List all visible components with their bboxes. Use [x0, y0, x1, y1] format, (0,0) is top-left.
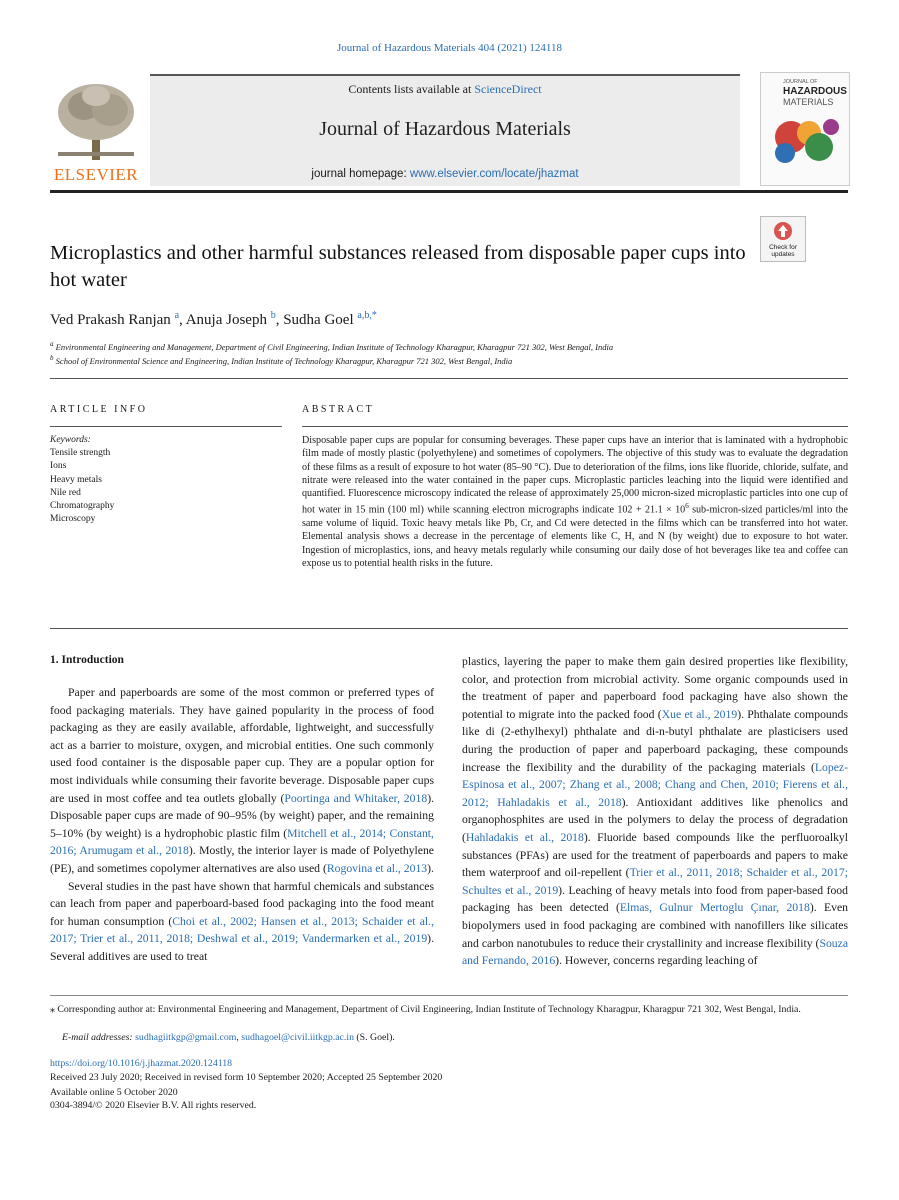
- body-text: Paper and paperboards are some of the most common or preferred types of food packaging materials. They have gained popularity in the process of food packaging as they are easily available, affordable, lightweight, and successfully act as a barrier to moisture, oxygen, and microbial entities. One such commonly used food container is the disposable paper cup. They are a popular option for most individuals while consuming their favorite beverage. Disposable paper cups are used in most coffee and tea outlets globally (: [50, 686, 434, 805]
- body-text: ).: [427, 861, 434, 875]
- body-column-right: [462, 653, 848, 970]
- author-name[interactable]: Ved Prakash Ranjan: [50, 312, 171, 328]
- email-link[interactable]: sudhagiitkgp@gmail.com: [135, 1032, 237, 1043]
- corresponding-author-footnote: ⁎ Corresponding author at: Environmental Engineering and Management, Department of Civil Engineering, Indian Institute of Technology Kharagpur, Kharagpur 721 302, West Bengal, India.: [50, 1004, 801, 1015]
- citation-link[interactable]: Trier et al., 2011, 2018; Schaider et al., 2017; Schultes et al., 2019: [462, 866, 848, 897]
- keyword-item: Heavy metals: [50, 474, 102, 485]
- cover-line-3: MATERIALS: [783, 97, 834, 107]
- body-text: plastics, layering the paper to make them gain desired properties like flexibility, color, and protection from microbial activity. Some organic compounds used in the treatment of paper and paperboard food packaging have also shown the potential to migrate into the packed food (: [462, 655, 848, 721]
- author-list: Ved Prakash Ranjan $^a$, Anuja Joseph $^b$, Sudha Goel $^{a,b,*}$: [50, 310, 377, 328]
- paper-title: Microplastics and other harmful substances released from disposable paper cups into hot water: [50, 242, 746, 291]
- citation-link[interactable]: Elmas, Gulnur Mertoglu Çınar, 2018: [619, 901, 810, 915]
- affiliation-b-text: School of Environmental Science and Engineering, Indian Institute of Technology Kharagpur, Kharagpur 721 302, West Bengal, India: [55, 355, 513, 366]
- doi-link[interactable]: https://doi.org/10.1016/j.jhazmat.2020.124118: [50, 1058, 233, 1069]
- affiliation-a-text: Environmental Engineering and Management, Department of Civil Engineering, Indian Institute of Technology Kharagpur, Kharagpur 721 302, West Bengal, India: [55, 341, 614, 352]
- journal-title: Journal of Hazardous Materials: [319, 118, 571, 140]
- check-updates-line-1: Check for: [769, 244, 797, 251]
- sciencedirect-link[interactable]: ScienceDirect: [474, 82, 542, 96]
- author-name[interactable]: Anuja Joseph: [185, 312, 267, 328]
- cover-artwork: [761, 107, 849, 167]
- body-column-left: [50, 684, 434, 966]
- body-text: Several studies in the past have shown that harmful chemicals and substances can leach from paper and paperboard-based food packaging into the food meant for human consumption (: [50, 879, 434, 928]
- body-text: ). However, concerns regarding leaching of: [555, 954, 758, 968]
- author-affil-marker[interactable]: a: [174, 310, 180, 321]
- citation-link[interactable]: Poortinga and Whitaker, 2018: [284, 791, 428, 805]
- abstract-rule: [302, 426, 848, 427]
- abstract-heading: ABSTRACT: [302, 404, 375, 415]
- email-link[interactable]: sudhagoel@civil.iitkgp.ac.in: [241, 1032, 354, 1043]
- check-updates-line-2: updates: [771, 251, 795, 258]
- keyword-item: Nile red: [50, 487, 81, 498]
- keyword-item: Ions: [50, 461, 67, 472]
- homepage-link[interactable]: www.elsevier.com/locate/jhazmat: [409, 168, 579, 180]
- body-text: ). Leaching of heavy metals into food from paper-based food packaging has been detected (: [462, 883, 848, 915]
- keyword-item: Tensile strength: [50, 448, 111, 459]
- abstract-exponent: 6: [685, 502, 689, 511]
- email-label: E-mail addresses:: [62, 1032, 136, 1043]
- header-rule: [50, 190, 848, 193]
- check-for-updates-button[interactable]: [760, 216, 806, 262]
- body-text: ). Mostly, the interior layer is made of Polyethylene (PE), and sometimes copolymer alternatives are also used (: [50, 844, 434, 875]
- check-updates-icon: [771, 220, 795, 242]
- cover-line-1: JOURNAL OF: [783, 79, 818, 85]
- body-text: ). Several additives are used to treat: [50, 932, 434, 963]
- citation-link[interactable]: Mitchell et al., 2014; Constant, 2016; Arumugam et al., 2018: [50, 826, 434, 858]
- body-paragraph: [50, 878, 434, 966]
- section-rule: [50, 628, 848, 629]
- body-text: ). Disposable paper cups are made of 90–95% (by weight) paper, and the remaining 5–10% (by weight) is a hydrophobic plastic film (: [50, 791, 435, 840]
- citation-link[interactable]: Lopez-Espinosa et al., 2007; Zhang et al., 2008; Chang and Chen, 2010; Fierens et al., 2012; Hahladakis et al., 2018: [462, 760, 848, 809]
- body-paragraph: [50, 684, 434, 878]
- journal-citation-link[interactable]: Journal of Hazardous Materials 404 (2021) 124118: [336, 42, 563, 54]
- email-separator: ,: [236, 1032, 242, 1043]
- journal-cover-image: [760, 72, 850, 186]
- contents-prefix: Contents lists available at: [348, 82, 475, 96]
- citation-link[interactable]: Rogovina et al., 2013: [326, 861, 428, 875]
- section-rule: [50, 378, 848, 379]
- abstract-part-2: sub-micron-sized particles/ml into the same volume of liquid. Toxic heavy metals like Pb, Cr, and Cd were detected in the films which can be transferred into hot water. Elemental analysis shows a decrease in the percentage of elements like C, H, and N (by weight) due to exposure to hot water. Ingestion of microplastics, ions, and heavy metals regularly while consuming our daily dose of hot beverages like tea and coffee can expose us to potential health risks in the future.: [302, 504, 848, 570]
- author-affil-marker[interactable]: a,b,*: [357, 310, 377, 321]
- body-text: ). Antioxidant additives like phenolics and organophosphites are used in the polymers to delay the process of degradation (: [462, 795, 848, 844]
- author-affil-marker[interactable]: b: [270, 310, 276, 321]
- body-text: ). Fluoride based compounds like the perfluoroalkyl substances (PFAs) are used for the treatment of paperboards and papers to make them waterproof and oil-repellent (: [462, 830, 848, 880]
- affiliation-b: $^b$ School of Environmental Science and Engineering, Indian Institute of Technology Kharagpur, Kharagpur 721 302, West Bengal, India: [50, 354, 513, 366]
- body-text: ). Phthalate compounds like di (2-ethylhexyl) phthalate and di-n-butyl phthalate are plasticisers used during the production of paper and paperboard packaging, these compounds increase the flexibility and the durability of the packaging materials (: [462, 707, 848, 774]
- available-online: Available online 5 October 2020: [50, 1087, 178, 1098]
- author-name[interactable]: Sudha Goel: [283, 312, 354, 328]
- body-paragraph: [462, 653, 848, 970]
- copyright-notice: 0304-3894/© 2020 Elsevier B.V. All rights reserved.: [50, 1100, 257, 1111]
- elsevier-tree-logo: [54, 82, 138, 162]
- cover-line-2: HAZARDOUS: [783, 86, 847, 97]
- body-text: ). Even biopolymers used in food packaging are combined with nanofillers like silicates and carbon nanotubules to reduce their crystallinity and increase flexibility (: [462, 901, 849, 950]
- citation-link[interactable]: Choi et al., 2002; Hansen et al., 2013; Schaider et al., 2017; Trier et al., 2011, 2018; Deshwal et al., 2019; Vandermarken et al., 2019: [50, 914, 434, 946]
- section-heading-introduction: 1. Introduction: [50, 654, 124, 666]
- citation-link[interactable]: Hahladakis et al., 2018: [465, 830, 584, 844]
- email-suffix: (S. Goel).: [353, 1032, 395, 1043]
- affiliation-a: $^a$ Environmental Engineering and Management, Department of Civil Engineering, Indian Institute of Technology Kharagpur, Kharagpur 721 302, West Bengal, India: [50, 340, 614, 352]
- footnote-rule: [50, 995, 848, 996]
- keyword-item: Microscopy: [50, 514, 96, 525]
- abstract-text: [302, 434, 848, 570]
- email-line: [62, 1032, 395, 1043]
- elsevier-wordmark: ELSEVIER: [53, 165, 139, 184]
- citation-link[interactable]: Xue et al., 2019: [661, 707, 738, 721]
- keywords-block: [50, 434, 282, 526]
- contents-line: [150, 82, 740, 97]
- homepage-prefix: journal homepage:: [311, 168, 410, 180]
- abstract-part-1: Disposable paper cups are popular for consuming beverages. These paper cups have an interior that is laminated with a hydrophobic film made of mostly plastic (polyethylene) and sometimes of copolymers. The objective of this study was to evaluate the degradation of these films as a result of exposure to hot water (85–90 °C). Due to deterioration of the films, ions like fluoride, chloride, sulfate, and nitrate were released into the water contained in the paper cups. Microplastic particles leaching into the liquid were identified and quantified. Fluorescence microscopy indicated the release of approximately 25,000 micron-sized microplastic particles into one cup of hot water in 15 min (100 ml) while scanning electron micrographs indicate 102 + 21.1 × 10: [302, 435, 848, 516]
- keywords-label: Keywords:: [50, 435, 91, 445]
- homepage-line: [150, 168, 740, 180]
- article-info-heading: ARTICLE INFO: [50, 404, 148, 415]
- article-info-rule: [50, 426, 282, 427]
- keyword-item: Chromatography: [50, 501, 115, 512]
- received-dates: Received 23 July 2020; Received in revised form 10 September 2020; Accepted 25 September 2020: [50, 1072, 443, 1083]
- citation-link[interactable]: Souza and Fernando, 2016: [462, 936, 848, 968]
